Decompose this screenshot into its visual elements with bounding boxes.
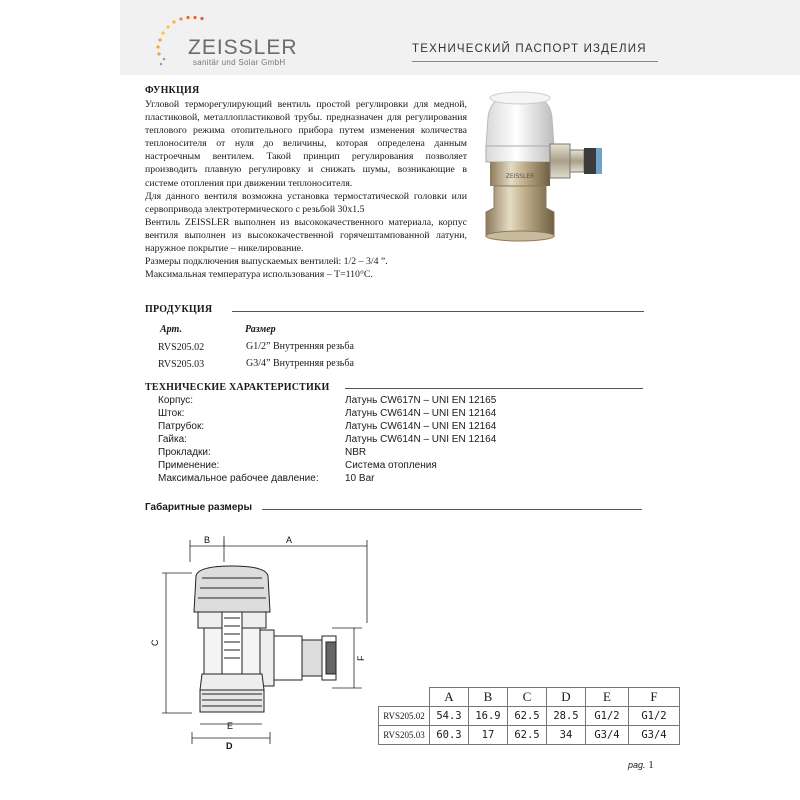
function-paragraph: Для данного вентиля возможна установка термостатической головки или сервопривода электротермического с резьбой 30x1.5 — [145, 190, 467, 215]
table-cell-art: RVS205.02 — [379, 707, 430, 726]
function-text — [145, 98, 467, 281]
brand-subtitle: sanitär und Solar GmbH — [193, 58, 286, 67]
table-cell: 16.9 — [469, 707, 508, 726]
table-cell: 62.5 — [508, 707, 547, 726]
product-size: G1/2” Внутренняя резьба — [246, 341, 354, 352]
products-heading: ПРОДУКЦИЯ — [145, 304, 213, 315]
specs-heading: ТЕХНИЧЕСКИЕ ХАРАКТЕРИСТИКИ — [145, 382, 330, 393]
dimensions-table — [378, 687, 680, 745]
table-cell: G3/4 — [629, 726, 680, 745]
table-cell: G1/2 — [586, 707, 629, 726]
table-cell: 28.5 — [547, 707, 586, 726]
spec-label: Применение: — [158, 460, 220, 471]
function-paragraph: Угловой терморегулирующий вентиль простой регулировки для медной, пластиковой, металлопластиковой трубы. предназначен для регулирования теплового режима отопительного прибора путем изменения количества теплоносителя от нуля до величины, которая определена данным настроечным вентилем. Такой принцип регулирования позволяет производить плавную регулировку и снижать шумы, возникающие в системе отопления при движении теплоносителя. — [145, 99, 467, 189]
dimension-label-f: F — [356, 655, 366, 661]
table-cell: 54.3 — [430, 707, 469, 726]
column-header: E — [586, 688, 629, 707]
table-row — [379, 707, 680, 726]
spec-value: Латунь CW614N – UNI EN 12164 — [345, 421, 497, 432]
spec-value: Латунь CW614N – UNI EN 12164 — [345, 434, 497, 445]
valve-dimension-drawing — [152, 528, 372, 758]
dimension-label-c: C — [150, 639, 160, 646]
table-cell: 34 — [547, 726, 586, 745]
header-divider — [412, 61, 658, 62]
spec-label: Патрубок: — [158, 421, 205, 432]
table-cell: 60.3 — [430, 726, 469, 745]
column-header: D — [547, 688, 586, 707]
page-number — [628, 759, 654, 771]
spec-value: NBR — [345, 447, 367, 458]
table-header-row — [379, 688, 680, 707]
column-header-size: Размер — [245, 324, 276, 335]
spec-value: Латунь CW614N – UNI EN 12164 — [345, 408, 497, 419]
product-size: G3/4” Внутренняя резьба — [246, 358, 354, 369]
svg-text:ZEISSLER: ZEISSLER — [505, 173, 535, 180]
spec-label: Корпус: — [158, 395, 194, 406]
function-paragraph: Размеры подключения выпускаемых вентилей: 1/2 – 3/4 ”. — [145, 256, 388, 268]
table-row — [379, 726, 680, 745]
spec-value: 10 Bar — [345, 473, 375, 484]
spec-label: Прокладки: — [158, 447, 211, 458]
table-corner-cell — [379, 688, 430, 707]
column-header: C — [508, 688, 547, 707]
spec-label: Гайка: — [158, 434, 187, 445]
dimension-label-e: E — [227, 721, 234, 731]
section-divider — [345, 388, 643, 389]
section-divider — [262, 509, 642, 510]
dimension-label-b: B — [204, 535, 211, 545]
dimensions-heading: Габаритные размеры — [145, 502, 253, 513]
table-cell-art: RVS205.03 — [379, 726, 430, 745]
table-cell: 17 — [469, 726, 508, 745]
table-cell: G1/2 — [629, 707, 680, 726]
column-header: F — [629, 688, 680, 707]
spec-value: Латунь CW617N – UNI EN 12165 — [345, 395, 497, 406]
spec-value: Система отопления — [345, 460, 437, 471]
document-title: ТЕХНИЧЕСКИЙ ПАСПОРТ ИЗДЕЛИЯ — [412, 43, 647, 55]
function-paragraph: Вентиль ZEISSLER выполнен из высококачественного материала, корпус вентиля выполнен из высококачественной горячештампованной латуни, наружное покрытие – никелирование. — [145, 216, 467, 255]
table-cell: G3/4 — [586, 726, 629, 745]
column-header-art: Арт. — [160, 324, 182, 335]
spec-label: Шток: — [158, 408, 185, 419]
spec-label: Максимальное рабочее давление: — [158, 473, 319, 484]
function-paragraph: Максимальная температура использования – T=110°C. — [145, 269, 373, 281]
table-cell: 62.5 — [508, 726, 547, 745]
product-art: RVS205.03 — [158, 359, 205, 370]
dimension-label-d: D — [226, 741, 233, 751]
dimension-label-a: A — [286, 535, 293, 545]
product-art: RVS205.02 — [158, 342, 205, 353]
valve-product-photo — [470, 88, 650, 248]
page-number-value: 1 — [648, 759, 654, 771]
column-header: A — [430, 688, 469, 707]
brand-name: ZEISSLER — [188, 36, 298, 59]
section-divider — [232, 311, 644, 312]
page-label: pag. — [628, 760, 646, 770]
column-header: B — [469, 688, 508, 707]
function-heading: ФУНКЦИЯ — [145, 85, 200, 96]
